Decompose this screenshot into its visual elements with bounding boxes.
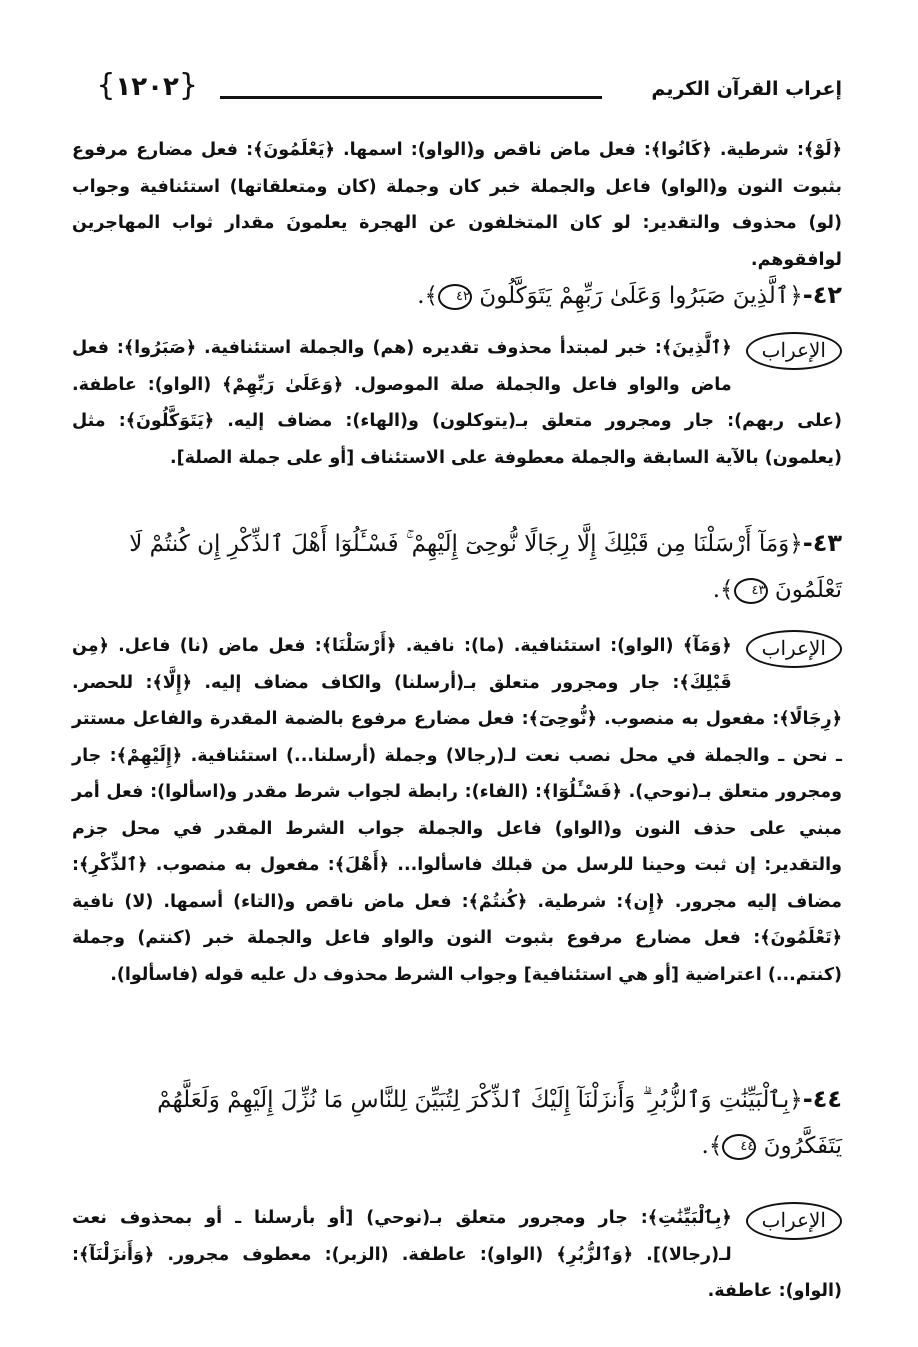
irab-section-44 <box>72 1200 842 1310</box>
page-number-frame: {١٢٠٢} <box>96 68 198 103</box>
irab-text: ﴿وَمَآ﴾ (الواو): استئنافية. (ما): نافية. ﴿أَرْسَلْنَا﴾: فعل ماض (نا) فاعل. ﴿مِن قَبْلِكَ﴾: جار ومجرور متعلق بـ(أرسلنا) والكاف مضاف إليه. ﴿إِلَّا﴾: للحصر. ﴿رِجَالًا﴾: مفعول به منصوب. ﴿نُّوحِىٓ﴾: فعل مضارع مرفوع بالضمة المقدرة والفاعل مستتر ـ نحن ـ والجملة في محل نصب نعت لـ(رجالا) وجملة (أرسلنا...) استئنافية. ﴿إِلَيْهِمْ﴾: جار ومجرور متعلق بـ(نوحي). ﴿فَسْـَٔلُوٓا﴾: (الفاء): رابطة لجواب شرط مقدر و(اسألوا): فعل أمر مبني على حذف النون و(الواو) فاعل والجملة جواب الشرط المقدر في محل جزم والتقدير: إن ثبت وحينا للرسل من قبلك فاسألوا... ﴿أَهْلَ﴾: مفعول به منصوب. ﴿ٱلذِّكْرِ﴾: مضاف إليه مجرور. ﴿إِن﴾: شرطية. ﴿كُنتُمْ﴾: فعل ماض ناقص و(التاء) أسمها. (لا) نافية ﴿تَعْلَمُونَ﴾: فعل مضارع مرفوع بثبوت النون والواو فاعل والجملة خبر (كنتم) وجملة (كنتم...) اعتراضية [أو هي استئنافية] وجواب الشرط محذوف دل عليه قوله (فاسألوا). <box>72 636 842 985</box>
irab-label: الإعراب <box>746 332 842 370</box>
verse-number: ٤٢- <box>802 281 842 309</box>
verse-text: ﴿ٱلَّذِينَ صَبَرُوا وَعَلَىٰ رَبِّهِمْ يَتَوَكَّلُونَ <box>479 283 803 309</box>
verse-text: ﴿وَمَآ أَرْسَلْنَا مِن قَبْلِكَ إِلَّا رِجَالًا نُّوحِىٓ إِلَيْهِمْ ۚ فَسْـَٔلُوٓا أَهْلَ ٱلذِّكْرِ إِن كُنتُمْ لَا تَعْلَمُونَ <box>129 531 842 603</box>
verse-42: ٤٢-﴿ٱلَّذِينَ صَبَرُوا وَعَلَىٰ رَبِّهِمْ يَتَوَكَّلُونَ ٤٢﴾. <box>417 281 842 309</box>
verse-44: ٤٤-﴿بِٱلْبَيِّنَٰتِ وَٱلزُّبُرِ ۗ وَأَنزَلْنَآ إِلَيْكَ ٱلذِّكْرَ لِتُبَيِّنَ لِلنَّاسِ مَا نُزِّلَ إِلَيْهِمْ وَلَعَلَّهُمْ يَتَفَكَّرُونَ ٤٤﴾. <box>157 1085 842 1159</box>
verse-end-marker: ٤٢ <box>438 284 472 310</box>
verse-end-marker: ٤٣ <box>734 578 768 604</box>
verse-text: ﴿بِٱلْبَيِّنَٰتِ وَٱلزُّبُرِ ۗ وَأَنزَلْنَآ إِلَيْكَ ٱلذِّكْرَ لِتُبَيِّنَ لِلنَّاسِ مَا نُزِّلَ إِلَيْهِمْ وَلَعَلَّهُمْ يَتَفَكَّرُونَ <box>157 1087 842 1159</box>
verse-number: ٤٤- <box>802 1085 842 1113</box>
irab-label: الإعراب <box>746 1202 842 1240</box>
irab-section-42 <box>72 330 842 476</box>
verse-number: ٤٣- <box>802 529 842 557</box>
irab-section-43 <box>72 628 842 993</box>
page-header <box>60 66 842 110</box>
paragraph-1: ﴿لَوْ﴾: شرطية. ﴿كَانُوا﴾: فعل ماض ناقص و(الواو): اسمها. ﴿يَعْلَمُونَ﴾: فعل مضارع مرفوع بثبوت النون و(الواو) فاعل والجملة خبر كان وجملة (كان ومتعلقاتها) استئنافية وجواب (لو) محذوف والتقدير: لو كان المتخلفون عن الهجرة يعلمونَ مقدار ثواب المهاجرين لوافقوهم. <box>72 140 842 270</box>
verse-end-marker: ٤٤ <box>722 1134 756 1160</box>
irab-label: الإعراب <box>746 630 842 668</box>
header-rule <box>220 96 602 99</box>
book-title: إعراب القرآن الكريم <box>651 78 842 100</box>
verse-43: ٤٣-﴿وَمَآ أَرْسَلْنَا مِن قَبْلِكَ إِلَّا رِجَالًا نُّوحِىٓ إِلَيْهِمْ ۚ فَسْـَٔلُوٓا أَهْلَ ٱلذِّكْرِ إِن كُنتُمْ لَا تَعْلَمُونَ ٤٣﴾. <box>129 529 842 603</box>
page-number: ١٢٠٢ <box>115 72 179 102</box>
irab-text: ﴿بِٱلْبَيِّنَٰتِ﴾: جار ومجرور متعلق بـ(نوحي) [أو بأرسلنا ـ أو بمحذوف نعت لـ(رجالا)]. ﴿وَٱلزُّبُرِ﴾ (الواو): عاطفة. (الزبر): معطوف مجرور. ﴿وَأَنزَلْنَآ﴾: (الواو): عاطفة. <box>72 1208 842 1301</box>
irab-text: ﴿ٱلَّذِينَ﴾: خبر لمبتدأ محذوف تقديره (هم) والجملة استئنافية. ﴿صَبَرُوا﴾: فعل ماض والواو فاعل والجملة صلة الموصول. ﴿وَعَلَىٰ رَبِّهِمْ﴾ (الواو): عاطفة. (على ربهم): جار ومجرور متعلق بـ(يتوكلون) و(الهاء): مضاف إليه. ﴿يَتَوَكَّلُونَ﴾: مثل (يعلمون) بالآية السابقة والجملة معطوفة على الاستئناف [أو على جملة الصلة]. <box>72 338 842 468</box>
